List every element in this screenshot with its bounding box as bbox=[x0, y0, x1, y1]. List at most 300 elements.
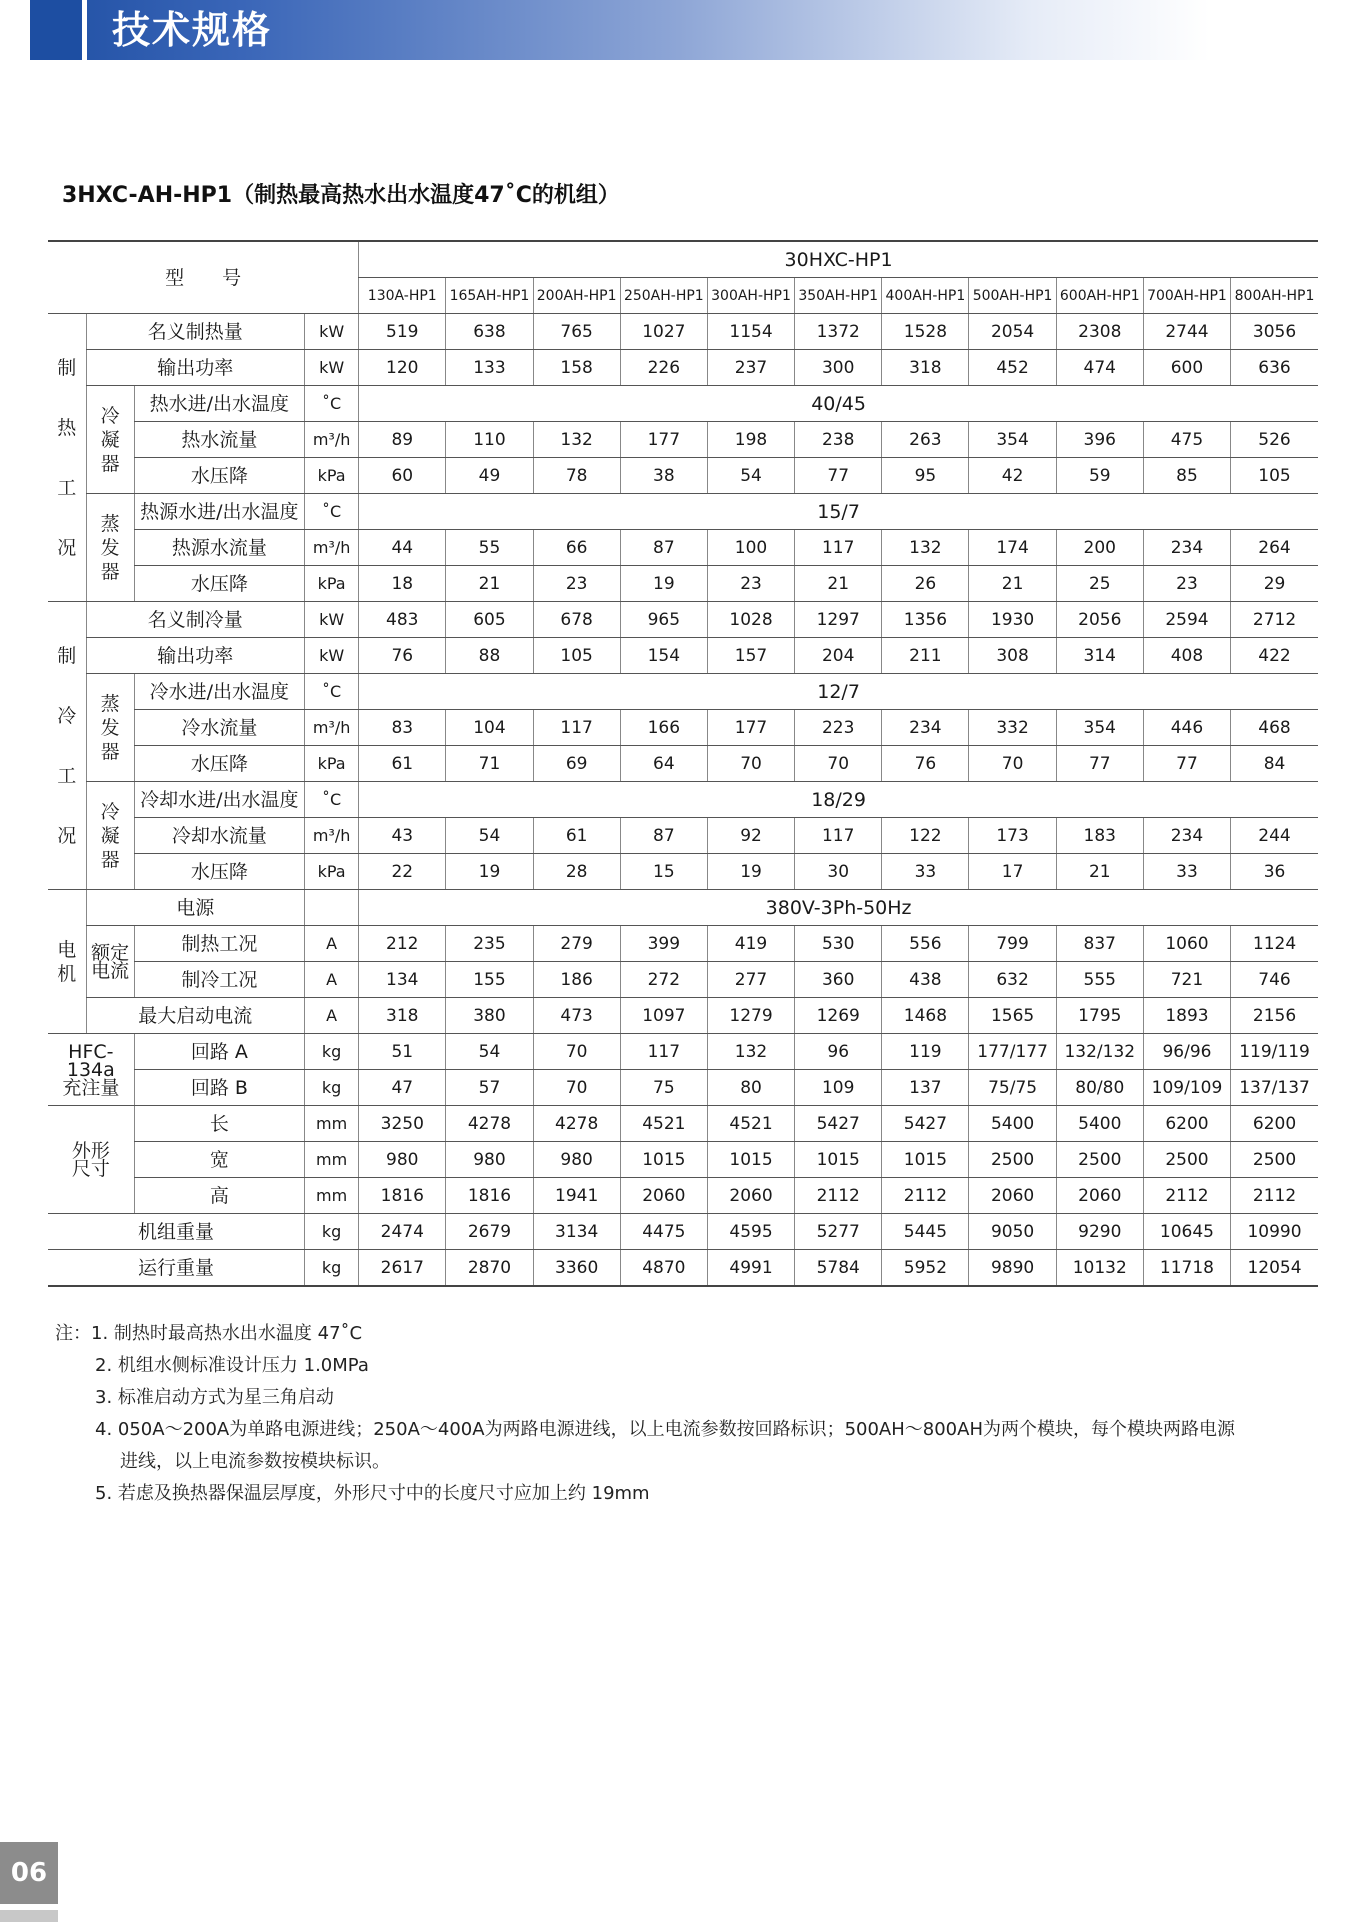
value-cell: 1468 bbox=[882, 998, 969, 1034]
header-accent-bar bbox=[30, 0, 82, 60]
value-cell: 308 bbox=[969, 638, 1056, 674]
value-cell: 132/132 bbox=[1056, 1034, 1143, 1070]
value-cell: 132 bbox=[707, 1034, 794, 1070]
value-cell: 60 bbox=[359, 458, 446, 494]
unit-cell: kW bbox=[305, 638, 359, 674]
row-label: 宽 bbox=[134, 1142, 304, 1178]
value-cell: 3360 bbox=[533, 1250, 620, 1287]
unit-cell: kg bbox=[305, 1034, 359, 1070]
row-label: 热水流量 bbox=[134, 422, 304, 458]
value-cell: 134 bbox=[359, 962, 446, 998]
value-cell: 2500 bbox=[969, 1142, 1056, 1178]
value-cell: 77 bbox=[1056, 746, 1143, 782]
value-cell: 117 bbox=[795, 530, 882, 566]
value-cell: 746 bbox=[1231, 962, 1318, 998]
group-refrigerant: HFC-134a 充注量 bbox=[48, 1034, 134, 1106]
value-cell: 474 bbox=[1056, 350, 1143, 386]
model-header: 500AH-HP1 bbox=[969, 278, 1056, 314]
value-cell: 1015 bbox=[707, 1142, 794, 1178]
value-cell: 4870 bbox=[620, 1250, 707, 1287]
unit-cell: ˚C bbox=[305, 494, 359, 530]
value-cell: 235 bbox=[446, 926, 533, 962]
span-value: 380V-3Ph-50Hz bbox=[359, 890, 1318, 926]
value-cell: 6200 bbox=[1231, 1106, 1318, 1142]
value-cell: 526 bbox=[1231, 422, 1318, 458]
value-cell: 5445 bbox=[882, 1214, 969, 1250]
value-cell: 2308 bbox=[1056, 314, 1143, 350]
value-cell: 1060 bbox=[1143, 926, 1230, 962]
value-cell: 204 bbox=[795, 638, 882, 674]
value-cell: 1795 bbox=[1056, 998, 1143, 1034]
value-cell: 105 bbox=[533, 638, 620, 674]
value-cell: 5952 bbox=[882, 1250, 969, 1287]
note-4: 4. 050A～200A为单路电源进线；250A～400A为两路电源进线，以上电流参数按回路标识；500AH～800AH为两个模块，每个模块两路电源 bbox=[95, 1419, 1235, 1440]
value-cell: 10132 bbox=[1056, 1250, 1143, 1287]
unit-cell: ˚C bbox=[305, 782, 359, 818]
note-2: 2. 机组水侧标准设计压力 1.0MPa bbox=[95, 1355, 369, 1376]
value-cell: 30 bbox=[795, 854, 882, 890]
value-cell: 263 bbox=[882, 422, 969, 458]
value-cell: 21 bbox=[795, 566, 882, 602]
value-cell: 19 bbox=[620, 566, 707, 602]
value-cell: 354 bbox=[969, 422, 1056, 458]
model-header: 300AH-HP1 bbox=[707, 278, 794, 314]
value-cell: 25 bbox=[1056, 566, 1143, 602]
value-cell: 22 bbox=[359, 854, 446, 890]
value-cell: 10645 bbox=[1143, 1214, 1230, 1250]
value-cell: 226 bbox=[620, 350, 707, 386]
value-cell: 10990 bbox=[1231, 1214, 1318, 1250]
value-cell: 109 bbox=[795, 1070, 882, 1106]
value-cell: 2870 bbox=[446, 1250, 533, 1287]
value-cell: 186 bbox=[533, 962, 620, 998]
value-cell: 55 bbox=[446, 530, 533, 566]
notes bbox=[55, 1318, 1235, 1510]
model-header: 250AH-HP1 bbox=[620, 278, 707, 314]
value-cell: 244 bbox=[1231, 818, 1318, 854]
value-cell: 5784 bbox=[795, 1250, 882, 1287]
value-cell: 71 bbox=[446, 746, 533, 782]
unit-cell: m³/h bbox=[305, 818, 359, 854]
value-cell: 75 bbox=[620, 1070, 707, 1106]
value-cell: 83 bbox=[359, 710, 446, 746]
value-cell: 632 bbox=[969, 962, 1056, 998]
value-cell: 2112 bbox=[1231, 1178, 1318, 1214]
value-cell: 47 bbox=[359, 1070, 446, 1106]
value-cell: 119/119 bbox=[1231, 1034, 1318, 1070]
value-cell: 2060 bbox=[620, 1178, 707, 1214]
value-cell: 468 bbox=[1231, 710, 1318, 746]
value-cell: 15 bbox=[620, 854, 707, 890]
value-cell: 70 bbox=[707, 746, 794, 782]
value-cell: 446 bbox=[1143, 710, 1230, 746]
value-cell: 519 bbox=[359, 314, 446, 350]
unit-cell: kg bbox=[305, 1214, 359, 1250]
value-cell: 396 bbox=[1056, 422, 1143, 458]
unit-cell: kPa bbox=[305, 746, 359, 782]
value-cell: 119 bbox=[882, 1034, 969, 1070]
page-title: 技术规格 bbox=[112, 8, 273, 52]
value-cell: 1297 bbox=[795, 602, 882, 638]
value-cell: 2474 bbox=[359, 1214, 446, 1250]
value-cell: 3134 bbox=[533, 1214, 620, 1250]
unit-cell: m³/h bbox=[305, 710, 359, 746]
value-cell: 33 bbox=[882, 854, 969, 890]
value-cell: 57 bbox=[446, 1070, 533, 1106]
value-cell: 2500 bbox=[1056, 1142, 1143, 1178]
value-cell: 475 bbox=[1143, 422, 1230, 458]
value-cell: 1816 bbox=[446, 1178, 533, 1214]
unit-cell: A bbox=[305, 926, 359, 962]
row-label: 热源水流量 bbox=[134, 530, 304, 566]
value-cell: 1816 bbox=[359, 1178, 446, 1214]
span-value: 12/7 bbox=[359, 674, 1318, 710]
value-cell: 279 bbox=[533, 926, 620, 962]
value-cell: 49 bbox=[446, 458, 533, 494]
model-header: 350AH-HP1 bbox=[795, 278, 882, 314]
value-cell: 1279 bbox=[707, 998, 794, 1034]
note-4-continued: 进线，以上电流参数按模块标识。 bbox=[120, 1451, 390, 1472]
span-value: 18/29 bbox=[359, 782, 1318, 818]
value-cell: 678 bbox=[533, 602, 620, 638]
row-label: 冷水流量 bbox=[134, 710, 304, 746]
value-cell: 105 bbox=[1231, 458, 1318, 494]
group-heating: 制 热 工 况 bbox=[48, 314, 86, 602]
value-cell: 38 bbox=[620, 458, 707, 494]
value-cell: 5400 bbox=[1056, 1106, 1143, 1142]
row-label: 水压降 bbox=[134, 566, 304, 602]
row-label: 热水进/出水温度 bbox=[134, 386, 304, 422]
value-cell: 4475 bbox=[620, 1214, 707, 1250]
value-cell: 26 bbox=[882, 566, 969, 602]
value-cell: 2617 bbox=[359, 1250, 446, 1287]
value-cell: 264 bbox=[1231, 530, 1318, 566]
value-cell: 77 bbox=[795, 458, 882, 494]
group-evaporator: 蒸 发 器 bbox=[86, 494, 134, 602]
row-label: 运行重量 bbox=[48, 1250, 305, 1287]
value-cell: 75/75 bbox=[969, 1070, 1056, 1106]
value-cell: 555 bbox=[1056, 962, 1143, 998]
row-label: 输出功率 bbox=[86, 638, 304, 674]
value-cell: 2060 bbox=[1056, 1178, 1143, 1214]
value-cell: 237 bbox=[707, 350, 794, 386]
value-cell: 177/177 bbox=[969, 1034, 1056, 1070]
value-cell: 980 bbox=[446, 1142, 533, 1178]
value-cell: 556 bbox=[882, 926, 969, 962]
value-cell: 2712 bbox=[1231, 602, 1318, 638]
value-cell: 80/80 bbox=[1056, 1070, 1143, 1106]
value-cell: 117 bbox=[620, 1034, 707, 1070]
note-5: 5. 若虑及换热器保温层厚度，外形尺寸中的长度尺寸应加上约 19mm bbox=[95, 1483, 650, 1504]
unit-cell: kPa bbox=[305, 566, 359, 602]
value-cell: 399 bbox=[620, 926, 707, 962]
value-cell: 61 bbox=[359, 746, 446, 782]
value-cell: 110 bbox=[446, 422, 533, 458]
value-cell: 198 bbox=[707, 422, 794, 458]
unit-cell: kg bbox=[305, 1250, 359, 1287]
unit-cell: kPa bbox=[305, 458, 359, 494]
value-cell: 965 bbox=[620, 602, 707, 638]
value-cell: 76 bbox=[882, 746, 969, 782]
value-cell: 43 bbox=[359, 818, 446, 854]
page-footer-strip bbox=[0, 1910, 58, 1922]
row-label: 冷水进/出水温度 bbox=[134, 674, 304, 710]
value-cell: 837 bbox=[1056, 926, 1143, 962]
row-label: 输出功率 bbox=[86, 350, 304, 386]
value-cell: 332 bbox=[969, 710, 1056, 746]
group-cooling: 制 冷 工 况 bbox=[48, 602, 86, 890]
value-cell: 29 bbox=[1231, 566, 1318, 602]
value-cell: 2060 bbox=[969, 1178, 1056, 1214]
unit-cell: ˚C bbox=[305, 386, 359, 422]
value-cell: 4991 bbox=[707, 1250, 794, 1287]
value-cell: 4278 bbox=[533, 1106, 620, 1142]
value-cell: 408 bbox=[1143, 638, 1230, 674]
value-cell: 223 bbox=[795, 710, 882, 746]
value-cell: 600 bbox=[1143, 350, 1230, 386]
value-cell: 154 bbox=[620, 638, 707, 674]
row-label: 热源水进/出水温度 bbox=[134, 494, 304, 530]
value-cell: 765 bbox=[533, 314, 620, 350]
value-cell: 70 bbox=[533, 1070, 620, 1106]
value-cell: 5427 bbox=[795, 1106, 882, 1142]
value-cell: 1027 bbox=[620, 314, 707, 350]
group-condenser: 冷 凝 器 bbox=[86, 782, 134, 890]
value-cell: 1269 bbox=[795, 998, 882, 1034]
value-cell: 234 bbox=[1143, 530, 1230, 566]
model-label: 型 号 bbox=[48, 241, 359, 314]
value-cell: 76 bbox=[359, 638, 446, 674]
value-cell: 155 bbox=[446, 962, 533, 998]
value-cell: 1565 bbox=[969, 998, 1056, 1034]
unit-cell: kg bbox=[305, 1070, 359, 1106]
value-cell: 638 bbox=[446, 314, 533, 350]
value-cell: 2500 bbox=[1231, 1142, 1318, 1178]
value-cell: 1154 bbox=[707, 314, 794, 350]
value-cell: 61 bbox=[533, 818, 620, 854]
value-cell: 59 bbox=[1056, 458, 1143, 494]
value-cell: 1528 bbox=[882, 314, 969, 350]
value-cell: 174 bbox=[969, 530, 1056, 566]
value-cell: 360 bbox=[795, 962, 882, 998]
group-dimensions: 外形 尺寸 bbox=[48, 1106, 134, 1214]
value-cell: 2156 bbox=[1231, 998, 1318, 1034]
value-cell: 3056 bbox=[1231, 314, 1318, 350]
value-cell: 234 bbox=[882, 710, 969, 746]
value-cell: 173 bbox=[969, 818, 1056, 854]
row-label: 冷却水流量 bbox=[134, 818, 304, 854]
row-label: 电源 bbox=[86, 890, 304, 926]
value-cell: 36 bbox=[1231, 854, 1318, 890]
value-cell: 44 bbox=[359, 530, 446, 566]
row-label: 回路 A bbox=[134, 1034, 304, 1070]
value-cell: 3250 bbox=[359, 1106, 446, 1142]
row-label: 最大启动电流 bbox=[86, 998, 304, 1034]
value-cell: 117 bbox=[795, 818, 882, 854]
value-cell: 87 bbox=[620, 818, 707, 854]
value-cell: 54 bbox=[446, 1034, 533, 1070]
value-cell: 4521 bbox=[620, 1106, 707, 1142]
value-cell: 2060 bbox=[707, 1178, 794, 1214]
spec-table bbox=[48, 240, 1318, 1287]
value-cell: 120 bbox=[359, 350, 446, 386]
value-cell: 23 bbox=[707, 566, 794, 602]
unit-cell: kW bbox=[305, 350, 359, 386]
value-cell: 980 bbox=[359, 1142, 446, 1178]
value-cell: 177 bbox=[620, 422, 707, 458]
value-cell: 80 bbox=[707, 1070, 794, 1106]
value-cell: 1893 bbox=[1143, 998, 1230, 1034]
value-cell: 85 bbox=[1143, 458, 1230, 494]
value-cell: 9050 bbox=[969, 1214, 1056, 1250]
header-separator bbox=[82, 0, 87, 60]
row-label: 名义制热量 bbox=[86, 314, 304, 350]
value-cell: 95 bbox=[882, 458, 969, 494]
value-cell: 19 bbox=[446, 854, 533, 890]
value-cell: 132 bbox=[882, 530, 969, 566]
value-cell: 2112 bbox=[1143, 1178, 1230, 1214]
value-cell: 166 bbox=[620, 710, 707, 746]
value-cell: 1015 bbox=[620, 1142, 707, 1178]
value-cell: 9290 bbox=[1056, 1214, 1143, 1250]
unit-cell: A bbox=[305, 962, 359, 998]
value-cell: 21 bbox=[1056, 854, 1143, 890]
value-cell: 132 bbox=[533, 422, 620, 458]
value-cell: 70 bbox=[969, 746, 1056, 782]
value-cell: 12054 bbox=[1231, 1250, 1318, 1287]
value-cell: 78 bbox=[533, 458, 620, 494]
value-cell: 200 bbox=[1056, 530, 1143, 566]
value-cell: 117 bbox=[533, 710, 620, 746]
row-label: 制冷工况 bbox=[134, 962, 304, 998]
value-cell: 100 bbox=[707, 530, 794, 566]
value-cell: 158 bbox=[533, 350, 620, 386]
model-header: 165AH-HP1 bbox=[446, 278, 533, 314]
model-header: 400AH-HP1 bbox=[882, 278, 969, 314]
value-cell: 11718 bbox=[1143, 1250, 1230, 1287]
value-cell: 109/109 bbox=[1143, 1070, 1230, 1106]
value-cell: 1372 bbox=[795, 314, 882, 350]
unit-cell: kW bbox=[305, 602, 359, 638]
value-cell: 9890 bbox=[969, 1250, 1056, 1287]
value-cell: 277 bbox=[707, 962, 794, 998]
value-cell: 17 bbox=[969, 854, 1056, 890]
value-cell: 6200 bbox=[1143, 1106, 1230, 1142]
value-cell: 33 bbox=[1143, 854, 1230, 890]
value-cell: 183 bbox=[1056, 818, 1143, 854]
value-cell: 4278 bbox=[446, 1106, 533, 1142]
value-cell: 4595 bbox=[707, 1214, 794, 1250]
value-cell: 70 bbox=[533, 1034, 620, 1070]
unit-cell: mm bbox=[305, 1142, 359, 1178]
value-cell: 799 bbox=[969, 926, 1056, 962]
value-cell: 2056 bbox=[1056, 602, 1143, 638]
value-cell: 2054 bbox=[969, 314, 1056, 350]
value-cell: 452 bbox=[969, 350, 1056, 386]
spec-table-body bbox=[48, 241, 1318, 1286]
value-cell: 422 bbox=[1231, 638, 1318, 674]
value-cell: 96/96 bbox=[1143, 1034, 1230, 1070]
value-cell: 96 bbox=[795, 1034, 882, 1070]
value-cell: 104 bbox=[446, 710, 533, 746]
row-label: 水压降 bbox=[134, 458, 304, 494]
model-header: 700AH-HP1 bbox=[1143, 278, 1230, 314]
value-cell: 5277 bbox=[795, 1214, 882, 1250]
row-label: 制热工况 bbox=[134, 926, 304, 962]
value-cell: 133 bbox=[446, 350, 533, 386]
row-label: 冷却水进/出水温度 bbox=[134, 782, 304, 818]
row-label: 长 bbox=[134, 1106, 304, 1142]
row-label: 机组重量 bbox=[48, 1214, 305, 1250]
unit-cell: A bbox=[305, 998, 359, 1034]
value-cell: 721 bbox=[1143, 962, 1230, 998]
value-cell: 438 bbox=[882, 962, 969, 998]
value-cell: 314 bbox=[1056, 638, 1143, 674]
row-label: 名义制冷量 bbox=[86, 602, 304, 638]
value-cell: 23 bbox=[533, 566, 620, 602]
value-cell: 1015 bbox=[882, 1142, 969, 1178]
unit-cell: m³/h bbox=[305, 530, 359, 566]
value-cell: 212 bbox=[359, 926, 446, 962]
value-cell: 4521 bbox=[707, 1106, 794, 1142]
value-cell: 92 bbox=[707, 818, 794, 854]
value-cell: 419 bbox=[707, 926, 794, 962]
unit-cell: kPa bbox=[305, 854, 359, 890]
value-cell: 137/137 bbox=[1231, 1070, 1318, 1106]
unit-cell: mm bbox=[305, 1178, 359, 1214]
value-cell: 980 bbox=[533, 1142, 620, 1178]
value-cell: 1941 bbox=[533, 1178, 620, 1214]
value-cell: 530 bbox=[795, 926, 882, 962]
value-cell: 19 bbox=[707, 854, 794, 890]
value-cell: 2594 bbox=[1143, 602, 1230, 638]
value-cell: 5427 bbox=[882, 1106, 969, 1142]
group-motor: 电 机 bbox=[48, 890, 86, 1034]
model-header: 130A-HP1 bbox=[359, 278, 446, 314]
value-cell: 89 bbox=[359, 422, 446, 458]
value-cell: 300 bbox=[795, 350, 882, 386]
value-cell: 473 bbox=[533, 998, 620, 1034]
value-cell: 354 bbox=[1056, 710, 1143, 746]
unit-cell: kW bbox=[305, 314, 359, 350]
value-cell: 84 bbox=[1231, 746, 1318, 782]
value-cell: 28 bbox=[533, 854, 620, 890]
model-header: 600AH-HP1 bbox=[1056, 278, 1143, 314]
value-cell: 2744 bbox=[1143, 314, 1230, 350]
unit-cell: m³/h bbox=[305, 422, 359, 458]
note-3: 3. 标准启动方式为星三角启动 bbox=[95, 1387, 334, 1408]
value-cell: 54 bbox=[446, 818, 533, 854]
value-cell: 23 bbox=[1143, 566, 1230, 602]
value-cell: 21 bbox=[969, 566, 1056, 602]
value-cell: 234 bbox=[1143, 818, 1230, 854]
model-header: 800AH-HP1 bbox=[1231, 278, 1318, 314]
value-cell: 1028 bbox=[707, 602, 794, 638]
value-cell: 88 bbox=[446, 638, 533, 674]
value-cell: 42 bbox=[969, 458, 1056, 494]
span-value: 40/45 bbox=[359, 386, 1318, 422]
value-cell: 51 bbox=[359, 1034, 446, 1070]
value-cell: 2500 bbox=[1143, 1142, 1230, 1178]
section-title: 3HXC-AH-HP1（制热最高热水出水温度47˚C的机组） bbox=[62, 183, 620, 208]
value-cell: 177 bbox=[707, 710, 794, 746]
value-cell: 64 bbox=[620, 746, 707, 782]
value-cell: 18 bbox=[359, 566, 446, 602]
unit-cell: ˚C bbox=[305, 674, 359, 710]
value-cell: 70 bbox=[795, 746, 882, 782]
value-cell: 122 bbox=[882, 818, 969, 854]
value-cell: 636 bbox=[1231, 350, 1318, 386]
